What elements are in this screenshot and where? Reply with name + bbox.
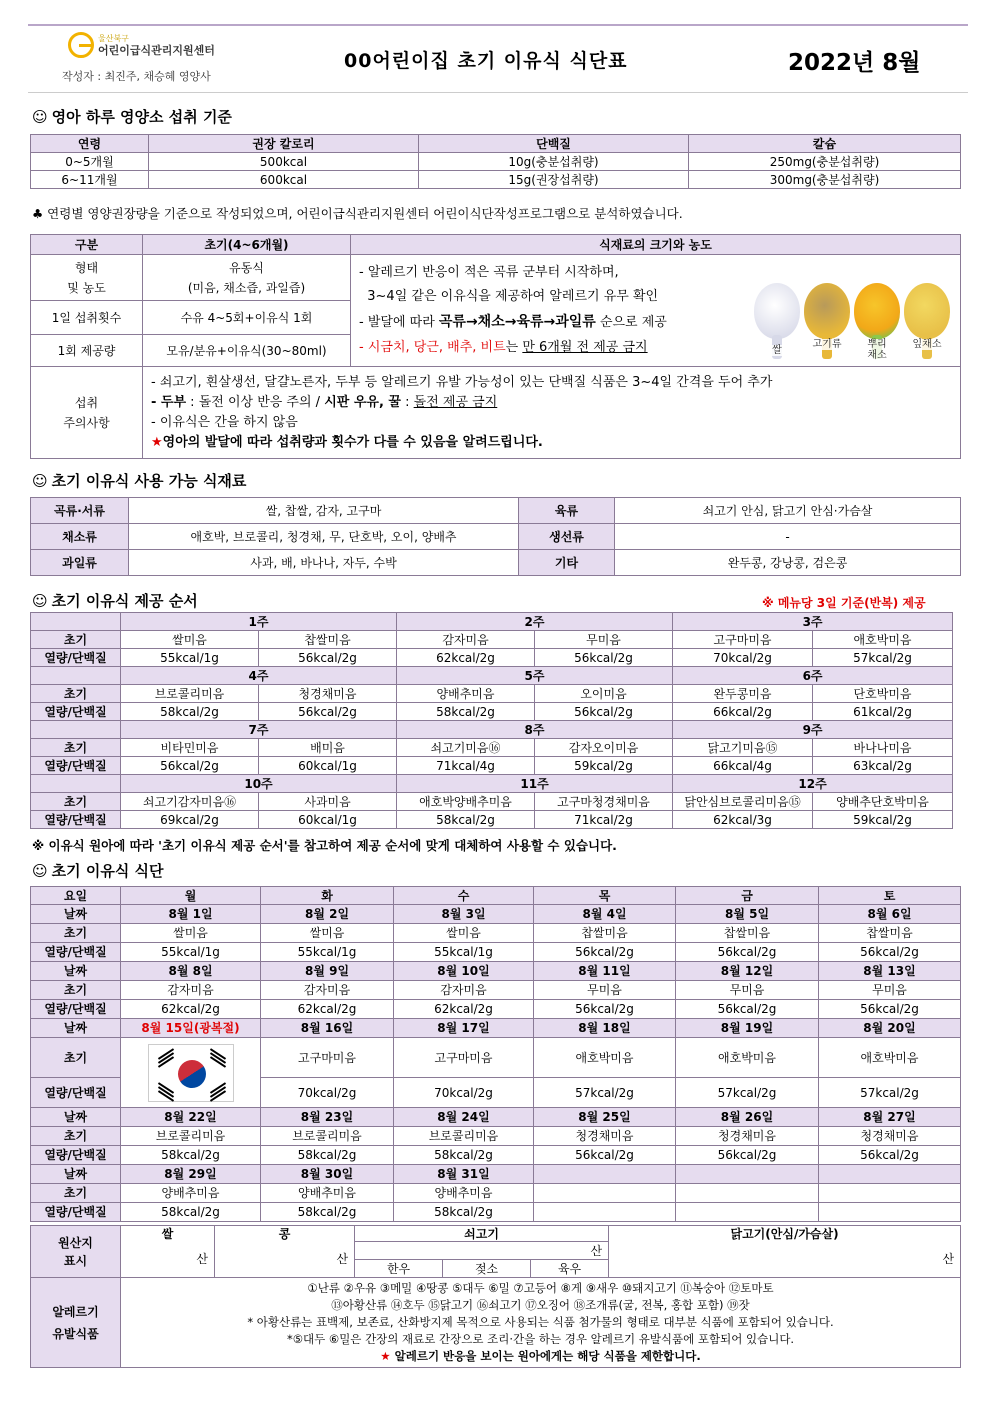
menu-kcal: 56kcal/2g: [676, 943, 819, 962]
row-label-menu: 초기: [31, 685, 121, 703]
menu-item: 청경채미음: [534, 1127, 676, 1146]
table-cell: 10g(충분섭취량): [419, 153, 689, 171]
category-label: 과일류: [31, 550, 129, 576]
menu-date: 8월 2일: [261, 905, 394, 924]
order-kcal: 71kcal/4g: [397, 757, 535, 775]
origin-jeotso: 젖소: [443, 1260, 531, 1278]
week-header: 3주: [673, 613, 953, 631]
center-logo: [68, 32, 215, 58]
menu-date: 8월 17일: [394, 1019, 534, 1038]
order-footnote: ※ 이유식 원아에 따라 '초기 이유식 제공 순서'를 참고하여 제공 순서에 맞게 대체하여 사용할 수 있습니다.: [32, 838, 617, 853]
week-header: 6주: [673, 667, 953, 685]
day-header: 요일: [31, 887, 121, 905]
category-items: 애호박, 브로콜리, 청경채, 무, 단호박, 오이, 양배추: [129, 524, 519, 550]
category-items: 완두콩, 강낭콩, 검은콩: [615, 550, 961, 576]
row-label-date: 날짜: [31, 962, 121, 981]
category-label: 육류: [519, 498, 615, 524]
row-label: 섭취 주의사항: [31, 367, 143, 459]
menu-date: 8월 8일: [121, 962, 261, 981]
order-menu: 쇠고기미음⑯: [397, 739, 535, 757]
col-header: 초기(4~6개월): [143, 235, 351, 255]
menu-date: 8월 15일(광복절): [121, 1019, 261, 1038]
order-menu: 감자미음: [397, 631, 535, 649]
col-header: 칼슘: [689, 135, 961, 153]
menu-kcal: 55kcal/1g: [394, 943, 534, 962]
col-header: 연령: [31, 135, 149, 153]
category-items: 사과, 배, 바나나, 자두, 수박: [129, 550, 519, 576]
menu-date: 8월 27일: [819, 1108, 961, 1127]
order-menu: 비타민미음: [121, 739, 259, 757]
order-kcal: 55kcal/1g: [121, 649, 259, 667]
order-kcal: 58kcal/2g: [121, 703, 259, 721]
menu-item: 감자미음: [261, 981, 394, 1000]
row-label-kcal: 열량/단백질: [31, 1146, 121, 1165]
menu-kcal: 58kcal/2g: [394, 1203, 534, 1222]
menu-date: [676, 1165, 819, 1184]
week-header: 10주: [121, 775, 397, 793]
menu-kcal: [534, 1203, 676, 1222]
order-table: [30, 612, 953, 829]
week-header: 1주: [121, 613, 397, 631]
row-label-kcal: 열량/단백질: [31, 1203, 121, 1222]
order-menu: 단호박미음: [813, 685, 953, 703]
row-label-menu: 초기: [31, 1184, 121, 1203]
order-menu: 브로콜리미음: [121, 685, 259, 703]
order-kcal: 62kcal/2g: [397, 649, 535, 667]
spoon-leaf: 잎채소: [904, 283, 950, 359]
menu-item: 무미음: [819, 981, 961, 1000]
menu-item: 고구마미음: [261, 1038, 394, 1078]
spoon-illustrations: [754, 283, 950, 359]
table-cell: 0~5개월: [31, 153, 149, 171]
row-label: 1일 섭취횟수: [31, 301, 143, 335]
menu-item: 애호박미음: [819, 1038, 961, 1078]
menu-kcal: 62kcal/2g: [261, 1000, 394, 1019]
origin-bean: 콩: [215, 1226, 355, 1242]
spoon-meat: 고기류: [804, 283, 850, 359]
origin-beef: 쇠고기: [355, 1226, 609, 1242]
row-value: 수유 4~5회+이유식 1회: [143, 301, 351, 335]
order-kcal: 70kcal/2g: [673, 649, 813, 667]
order-kcal: 61kcal/2g: [813, 703, 953, 721]
smile-icon: ☺: [32, 862, 48, 880]
order-menu: 양배추미음: [397, 685, 535, 703]
row-label-menu: 초기: [31, 631, 121, 649]
row-label-date: 날짜: [31, 1165, 121, 1184]
row-value: 모유/분유+이유식(30~80ml): [143, 335, 351, 367]
stage-info-table: [30, 234, 961, 459]
week-header: 9주: [673, 721, 953, 739]
menu-item: 청경채미음: [819, 1127, 961, 1146]
day-header: 목: [534, 887, 676, 905]
menu-kcal: 56kcal/2g: [534, 1000, 676, 1019]
menu-item: 양배추미음: [121, 1184, 261, 1203]
menu-kcal: 55kcal/1g: [261, 943, 394, 962]
order-kcal: 58kcal/2g: [397, 811, 535, 829]
menu-kcal: 70kcal/2g: [261, 1078, 394, 1108]
origin-chicken-country: 산: [609, 1242, 961, 1278]
star-icon: ★: [151, 434, 163, 450]
menu-kcal: 55kcal/1g: [121, 943, 261, 962]
holiday-cell: [121, 1038, 261, 1108]
row-label-menu: 초기: [31, 1038, 121, 1078]
origin-bean-country: 산: [215, 1242, 355, 1278]
category-items: 쇠고기 안심, 닭고기 안심·가슴살: [615, 498, 961, 524]
row-label-kcal: 열량/단백질: [31, 811, 121, 829]
menu-kcal: 62kcal/2g: [121, 1000, 261, 1019]
menu-date: 8월 29일: [121, 1165, 261, 1184]
order-kcal: 56kcal/2g: [535, 703, 673, 721]
menu-item: 무미음: [676, 981, 819, 1000]
day-header: 토: [819, 887, 961, 905]
allergy-list: ①난류 ②우유 ③메밀 ④땅콩 ⑤대두 ⑥밀 ⑦고등어 ⑧게 ⑨새우 ⑩돼지고기 ⑪복숭아 ⑫토마토 ⑬아황산류 ⑭호두 ⑮닭고기 ⑯쇠고기 ⑰오징어 ⑱조개류(굴, 전복, 홍합 포함) ⑲잣 * 아황산류는 표백제, 보존료, 산화방지제 목적으로 사용되는 식품 첨가물의 형태로 대부분 식품에 포함되어 있습니다. *⑤대두 ⑥밀은 간장의 재료로 간장으로 조리·간을 하는 경우 알레르기 유발식품에 포함되어 있습니다. ★ 알레르기 반응을 보이는 원아에게는 해당 식품을 제한합니다.: [121, 1278, 961, 1368]
allergy-label: 알레르기 유발식품: [31, 1278, 121, 1368]
row-label-menu: 초기: [31, 793, 121, 811]
origin-rice-country: 산: [121, 1242, 215, 1278]
order-kcal: 59kcal/2g: [813, 811, 953, 829]
order-kcal: 56kcal/2g: [259, 649, 397, 667]
menu-item: 쌀미음: [261, 924, 394, 943]
section-title-menu: ☺ 초기 이유식 식단: [32, 862, 164, 880]
order-kcal: 60kcal/1g: [259, 811, 397, 829]
menu-date: [819, 1165, 961, 1184]
menu-item: 양배추미음: [394, 1184, 534, 1203]
menu-kcal: 58kcal/2g: [121, 1203, 261, 1222]
order-menu: 양배추단호박미음: [813, 793, 953, 811]
row-label-date: 날짜: [31, 1019, 121, 1038]
order-kcal: 56kcal/2g: [121, 757, 259, 775]
star-icon: ★: [380, 1349, 391, 1363]
menu-date: 8월 26일: [676, 1108, 819, 1127]
order-menu: 닭안심브로콜리미음⑮: [673, 793, 813, 811]
order-kcal: 58kcal/2g: [397, 703, 535, 721]
menu-kcal: 56kcal/2g: [534, 943, 676, 962]
ban-line: - 시금치, 당근, 배추, 비트는 만 6개월 전 제공 금지: [359, 340, 648, 355]
top-divider: [28, 24, 968, 26]
order-kcal: 66kcal/2g: [673, 703, 813, 721]
order-menu: 닭고기미음⑮: [673, 739, 813, 757]
menu-kcal: 56kcal/2g: [534, 1146, 676, 1165]
ingredients-table: [30, 497, 961, 576]
week-blank: [31, 667, 121, 685]
row-value: 유동식 (미음, 채소즙, 과일즙): [143, 255, 351, 301]
category-label: 채소류: [31, 524, 129, 550]
order-kcal: 63kcal/2g: [813, 757, 953, 775]
menu-kcal: 57kcal/2g: [676, 1078, 819, 1108]
header-divider: [28, 92, 968, 93]
smile-icon: ☺: [32, 108, 48, 126]
order-menu: 감자오이미음: [535, 739, 673, 757]
section-title-order: ☺ 초기 이유식 제공 순서: [32, 592, 198, 610]
menu-item: 쌀미음: [394, 924, 534, 943]
table-cell: 250mg(충분섭취량): [689, 153, 961, 171]
row-label-kcal: 열량/단백질: [31, 1000, 121, 1019]
menu-date: 8월 9일: [261, 962, 394, 981]
menu-kcal: 58kcal/2g: [394, 1146, 534, 1165]
order-menu: 고구마미음: [673, 631, 813, 649]
menu-table: [30, 886, 961, 1222]
menu-item: [676, 1184, 819, 1203]
menu-item: 브로콜리미음: [121, 1127, 261, 1146]
smile-icon: ☺: [32, 472, 48, 490]
nutrition-note: ♣ 연령별 영양권장량을 기준으로 작성되었으며, 어린이급식관리지원센터 어린이식단작성프로그램으로 분석하였습니다.: [32, 206, 683, 221]
menu-item: 애호박미음: [676, 1038, 819, 1078]
order-line: - 발달에 따라 곡류→채소→육류→과일류 순으로 제공: [359, 314, 667, 330]
week-header: 2주: [397, 613, 673, 631]
menu-item: 애호박미음: [534, 1038, 676, 1078]
menu-kcal: [676, 1203, 819, 1222]
row-label-menu: 초기: [31, 924, 121, 943]
menu-item: 찹쌀미음: [534, 924, 676, 943]
menu-date: 8월 6일: [819, 905, 961, 924]
size-description: - 알레르기 반응이 적은 곡류 군부터 시작하며, 3~4일 같은 이유식을 제공하여 알레르기 유무 확인 - 발달에 따라 곡류→채소→육류→과일류 순으로 제공 - 시금치, 당근, 배추, 비트는 만 6개월 전 제공 금지 쌀 고기류 뿌리채소 잎채소: [351, 255, 961, 367]
menu-kcal: 58kcal/2g: [261, 1146, 394, 1165]
section-title-nutrition: ☺ 영아 하루 영양소 섭취 기준: [32, 108, 232, 126]
menu-item: 감자미음: [121, 981, 261, 1000]
menu-date: 8월 31일: [394, 1165, 534, 1184]
order-menu: 찹쌀미음: [259, 631, 397, 649]
caution-text: - 쇠고기, 흰살생선, 달걀노른자, 두부 등 알레르기 유발 가능성이 있는 단백질 식품은 3~4일 간격을 두어 추가 - 두부 : 돌전 이상 반응 주의 / 시판 우유, 꿀 : 돌전 제공 금지 - 이유식은 간을 하지 않음 ★영아의 발달에 따라 섭취량과 횟수가 다를 수 있음을 알려드립니다.: [143, 367, 961, 459]
menu-date: 8월 13일: [819, 962, 961, 981]
menu-kcal: 57kcal/2g: [819, 1078, 961, 1108]
category-items: 쌀, 찹쌀, 감자, 고구마: [129, 498, 519, 524]
week-header: 11주: [397, 775, 673, 793]
menu-date: 8월 23일: [261, 1108, 394, 1127]
week-header: 4주: [121, 667, 397, 685]
week-blank: [31, 613, 121, 631]
order-kcal: 69kcal/2g: [121, 811, 259, 829]
day-header: 수: [394, 887, 534, 905]
smile-icon: ☺: [32, 592, 48, 610]
week-header: 12주: [673, 775, 953, 793]
menu-item: 고구마미음: [394, 1038, 534, 1078]
menu-date: 8월 16일: [261, 1019, 394, 1038]
row-label: 형태 및 농도: [31, 255, 143, 301]
menu-kcal: 56kcal/2g: [676, 1146, 819, 1165]
order-kcal: 66kcal/4g: [673, 757, 813, 775]
nutrition-table: [30, 134, 961, 189]
menu-date: 8월 11일: [534, 962, 676, 981]
menu-kcal: 57kcal/2g: [534, 1078, 676, 1108]
menu-item: 찹쌀미음: [819, 924, 961, 943]
row-label: 1회 제공량: [31, 335, 143, 367]
day-header: 월: [121, 887, 261, 905]
category-items: -: [615, 524, 961, 550]
col-header: 권장 칼로리: [149, 135, 419, 153]
menu-date: 8월 19일: [676, 1019, 819, 1038]
category-label: 기타: [519, 550, 615, 576]
order-kcal: 62kcal/3g: [673, 811, 813, 829]
menu-kcal: 58kcal/2g: [261, 1203, 394, 1222]
row-label-menu: 초기: [31, 739, 121, 757]
order-note: ※ 메뉴당 3일 기준(반복) 제공: [762, 596, 926, 610]
menu-kcal: 58kcal/2g: [121, 1146, 261, 1165]
origin-label: 원산지 표시: [31, 1226, 121, 1278]
week-blank: [31, 775, 121, 793]
order-kcal: 59kcal/2g: [535, 757, 673, 775]
row-label-date: 날짜: [31, 1108, 121, 1127]
origin-chicken: 닭고기(안심/가슴살): [609, 1226, 961, 1242]
row-label-kcal: 열량/단백질: [31, 943, 121, 962]
author: 작성자 : 최진주, 채승혜 영양사: [62, 70, 211, 83]
menu-date: 8월 12일: [676, 962, 819, 981]
menu-item: [534, 1184, 676, 1203]
order-kcal: 56kcal/2g: [535, 649, 673, 667]
menu-item: 무미음: [534, 981, 676, 1000]
order-kcal: 56kcal/2g: [259, 703, 397, 721]
smile-logo-icon: [68, 32, 94, 58]
table-cell: 500kcal: [149, 153, 419, 171]
table-cell: 300mg(충분섭취량): [689, 171, 961, 189]
order-menu: 고구마청경채미음: [535, 793, 673, 811]
document-title: 00어린이집 초기 이유식 식단표: [344, 50, 628, 72]
row-label-kcal: 열량/단백질: [31, 649, 121, 667]
day-header: 화: [261, 887, 394, 905]
week-header: 7주: [121, 721, 397, 739]
menu-kcal: 70kcal/2g: [394, 1078, 534, 1108]
menu-date: 8월 20일: [819, 1019, 961, 1038]
korean-flag-icon: [148, 1044, 234, 1102]
menu-item: [819, 1184, 961, 1203]
order-kcal: 57kcal/2g: [813, 649, 953, 667]
order-menu: 애호박미음: [813, 631, 953, 649]
week-header: 5주: [397, 667, 673, 685]
menu-date: 8월 25일: [534, 1108, 676, 1127]
menu-item: 찹쌀미음: [676, 924, 819, 943]
order-menu: 쇠고기감자미음⑯: [121, 793, 259, 811]
menu-kcal: 56kcal/2g: [819, 1146, 961, 1165]
order-kcal: 60kcal/1g: [259, 757, 397, 775]
week-blank: [31, 721, 121, 739]
menu-item: 감자미음: [394, 981, 534, 1000]
day-header: 금: [676, 887, 819, 905]
order-kcal: 71kcal/2g: [535, 811, 673, 829]
row-label-kcal: 열량/단백질: [31, 1078, 121, 1108]
logo-subtitle: 울산북구: [98, 33, 129, 43]
menu-item: 청경채미음: [676, 1127, 819, 1146]
category-label: 생선류: [519, 524, 615, 550]
menu-date: 8월 5일: [676, 905, 819, 924]
order-menu: 무미음: [535, 631, 673, 649]
section-title-ingredients: ☺ 초기 이유식 사용 가능 식재료: [32, 472, 247, 490]
menu-kcal: 56kcal/2g: [819, 1000, 961, 1019]
menu-kcal: [819, 1203, 961, 1222]
page-header: [28, 30, 968, 90]
origin-beef-country: 산: [355, 1242, 609, 1260]
order-menu: 바나나미음: [813, 739, 953, 757]
order-menu: 배미음: [259, 739, 397, 757]
menu-kcal: 62kcal/2g: [394, 1000, 534, 1019]
menu-item: 브로콜리미음: [261, 1127, 394, 1146]
menu-item: 브로콜리미음: [394, 1127, 534, 1146]
row-label-menu: 초기: [31, 1127, 121, 1146]
menu-kcal: 56kcal/2g: [676, 1000, 819, 1019]
order-menu: 완두콩미음: [673, 685, 813, 703]
spoon-root: 뿌리채소: [854, 283, 900, 359]
col-header: 구분: [31, 235, 143, 255]
origin-yukwoo: 육우: [531, 1260, 609, 1278]
menu-date: 8월 10일: [394, 962, 534, 981]
table-cell: 15g(권장섭취량): [419, 171, 689, 189]
table-cell: 6~11개월: [31, 171, 149, 189]
menu-date: 8월 4일: [534, 905, 676, 924]
order-menu: 사과미음: [259, 793, 397, 811]
menu-item: 쌀미음: [121, 924, 261, 943]
logo-name: 어린이급식관리지원센터: [98, 43, 215, 57]
menu-item: 양배추미음: [261, 1184, 394, 1203]
menu-date: 8월 1일: [121, 905, 261, 924]
document-date: 2022년 8월: [788, 50, 921, 76]
origin-table: [30, 1225, 961, 1368]
menu-date: 8월 24일: [394, 1108, 534, 1127]
menu-date: 8월 30일: [261, 1165, 394, 1184]
col-header: 식재료의 크기와 농도: [351, 235, 961, 255]
menu-kcal: 56kcal/2g: [819, 943, 961, 962]
menu-date: 8월 18일: [534, 1019, 676, 1038]
category-label: 곡류·서류: [31, 498, 129, 524]
order-menu: 청경채미음: [259, 685, 397, 703]
menu-date: 8월 3일: [394, 905, 534, 924]
row-label-menu: 초기: [31, 981, 121, 1000]
table-cell: 600kcal: [149, 171, 419, 189]
row-label-kcal: 열량/단백질: [31, 757, 121, 775]
order-menu: 오이미음: [535, 685, 673, 703]
col-header: 단백질: [419, 135, 689, 153]
origin-hanwoo: 한우: [355, 1260, 443, 1278]
order-menu: 애호박양배추미음: [397, 793, 535, 811]
order-menu: 쌀미음: [121, 631, 259, 649]
row-label-date: 날짜: [31, 905, 121, 924]
menu-date: 8월 22일: [121, 1108, 261, 1127]
origin-rice: 쌀: [121, 1226, 215, 1242]
row-label-kcal: 열량/단백질: [31, 703, 121, 721]
spoon-rice: 쌀: [754, 283, 800, 359]
week-header: 8주: [397, 721, 673, 739]
menu-date: [534, 1165, 676, 1184]
